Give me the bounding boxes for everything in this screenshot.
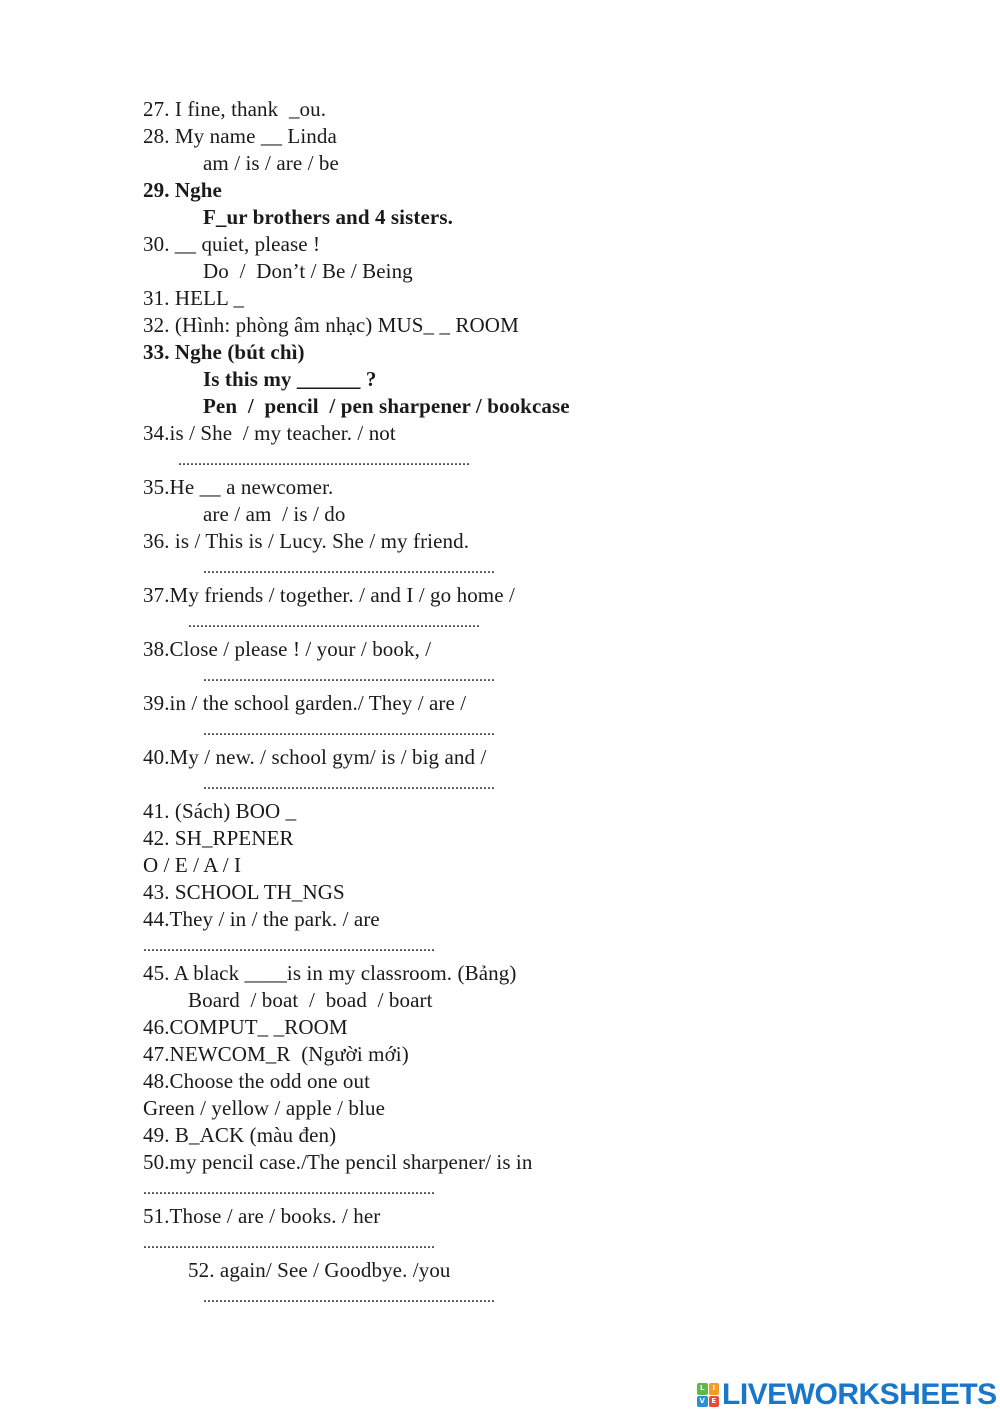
question-35: 35.He __ a newcomer. [143,475,334,499]
question-52: 52. again/ See / Goodbye. /you [188,1258,451,1282]
logo-mark-letter: E [709,1396,720,1408]
question-32: 32. (Hình: phòng âm nhạc) MUS_ _ ROOM [143,313,519,337]
question-33: 33. Nghe (bút chì) [143,340,305,364]
question-37: 37.My friends / together. / and I / go home / [143,583,515,607]
answer-line-34[interactable]: ......................................................................... [178,452,470,469]
question-41: 41. (Sách) BOO _ [143,799,297,823]
question-39: 39.in / the school garden./ They / are / [143,691,467,715]
logo-text: LIVEWORKSHEETS [722,1378,997,1411]
question-48: 48.Choose the odd one out [143,1069,371,1093]
question-45-options: Board / boat / boad / boart [188,988,433,1012]
answer-line-39[interactable]: ......................................................................... [203,722,495,739]
question-40: 40.My / new. / school gym/ is / big and / [143,745,487,769]
question-28: 28. My name __ Linda [143,124,337,148]
answer-line-37[interactable]: ......................................................................... [188,614,480,631]
logo-mark-letter: V [697,1396,708,1408]
question-51: 51.Those / are / books. / her [143,1204,381,1228]
question-31: 31. HELL _ [143,286,245,310]
question-35-options: are / am / is / do [203,502,346,526]
logo-mark-letter: L [697,1383,708,1395]
question-30: 30. __ quiet, please ! [143,232,321,256]
question-45: 45. A black ____is in my classroom. (Bảng) [143,961,517,985]
question-29: 29. Nghe [143,178,222,202]
question-34: 34.is / She / my teacher. / not [143,421,396,445]
question-44: 44.They / in / the park. / are [143,907,380,931]
question-33-options: Pen / pencil / pen sharpener / bookcase [203,394,570,418]
logo-icon [697,1383,719,1407]
question-30-options: Do / Don’t / Be / Being [203,259,413,283]
answer-line-40[interactable]: ......................................................................... [203,776,495,793]
answer-line-52[interactable]: ......................................................................... [203,1289,495,1306]
question-42: 42. SH_RPENER [143,826,294,850]
answer-line-36[interactable]: ......................................................................... [203,560,495,577]
liveworksheets-logo[interactable] [697,1378,997,1412]
question-43: 43. SCHOOL TH_NGS [143,880,345,904]
answer-line-51[interactable]: ......................................................................... [143,1235,435,1252]
answer-line-38[interactable]: ......................................................................... [203,668,495,685]
question-42-options: O / E / A / I [143,853,242,877]
question-33-sentence: Is this my ______ ? [203,367,377,391]
question-36: 36. is / This is / Lucy. She / my friend. [143,529,470,553]
answer-line-44[interactable]: ......................................................................... [143,938,435,955]
question-48-options: Green / yellow / apple / blue [143,1096,385,1120]
question-38: 38.Close / please ! / your / book, / [143,637,432,661]
question-46: 46.COMPUT_ _ROOM [143,1015,348,1039]
logo-mark-letter: I [709,1383,720,1395]
question-27: 27. I fine, thank _ou. [143,97,327,121]
question-50: 50.my pencil case./The pencil sharpener/ is in [143,1150,533,1174]
answer-line-50[interactable]: ......................................................................... [143,1181,435,1198]
question-49: 49. B_ACK (màu đen) [143,1123,337,1147]
question-29-sentence: F_ur brothers and 4 sisters. [203,205,453,229]
question-47: 47.NEWCOM_R (Người mới) [143,1042,409,1066]
question-28-options: am / is / are / be [203,151,339,175]
